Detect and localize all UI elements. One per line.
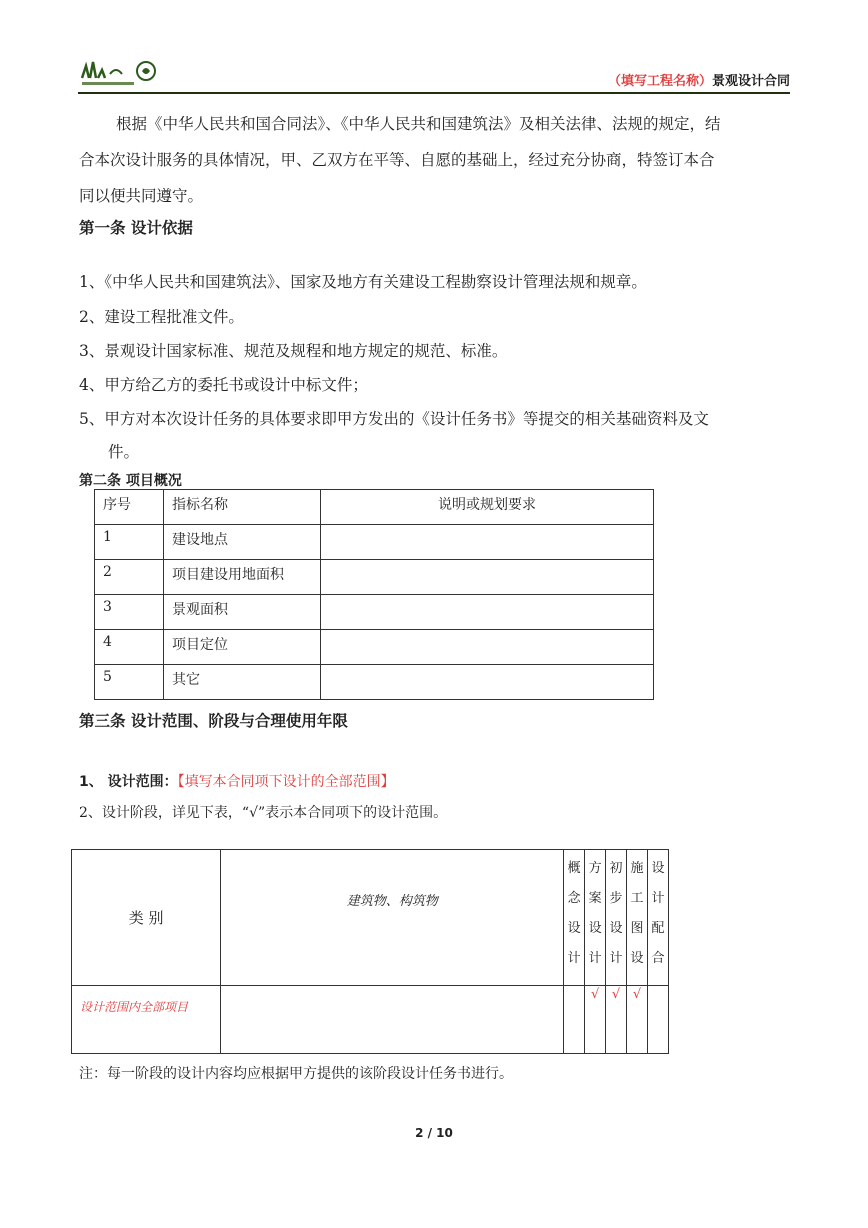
header-contract-name: 景观设计合同	[711, 74, 790, 89]
article1-item-1: 1、《中华人民共和国建筑法》、国家及地方有关建设工程勘察设计管理法规和规章。	[79, 273, 647, 291]
cell-index: 2	[95, 560, 164, 595]
stage-note: 注：每一阶段的设计内容均应根据甲方提供的该阶段设计任务书进行。	[79, 1066, 513, 1082]
header-cell-indicator: 指标名称	[164, 490, 321, 525]
stage-preliminary: 初 步 设 计	[606, 850, 627, 986]
article1-item-2: 2、建设工程批准文件。	[79, 308, 244, 326]
page-number: 2 / 10	[415, 1126, 453, 1140]
cell-requirement[interactable]	[321, 560, 654, 595]
stage-cooperation: 设 计 配 合	[648, 850, 669, 986]
check-construction[interactable]: √	[627, 986, 648, 1054]
check-concept[interactable]	[564, 986, 585, 1054]
check-preliminary[interactable]: √	[606, 986, 627, 1054]
design-stage-text: 2、设计阶段，详见下表，“√”表示本合同项下的设计范围。	[79, 805, 448, 821]
stage-row	[72, 986, 669, 1054]
cell-index: 4	[95, 630, 164, 665]
table-row	[95, 665, 654, 700]
design-scope-line	[79, 771, 395, 791]
check-cooperation[interactable]	[648, 986, 669, 1054]
cell-requirement[interactable]	[321, 595, 654, 630]
stage-row-building[interactable]	[221, 986, 564, 1054]
design-stage-table	[71, 849, 669, 1054]
header-title	[608, 70, 790, 89]
table-row	[95, 525, 654, 560]
header-project-name: （填写工程名称）	[607, 74, 712, 89]
article1-item-5: 5、甲方对本次设计任务的具体要求即甲方发出的《设计任务书》等提交的相关基础资料及文	[79, 410, 709, 428]
stage-scheme: 方 案 设 计	[585, 850, 606, 986]
company-logo	[80, 58, 160, 88]
table-row	[95, 560, 654, 595]
header-cell-requirement: 说明或规划要求	[321, 490, 654, 525]
intro-line-1: 根据《中华人民共和国合同法》、《中华人民共和国建筑法》及相关法律、法规的规定，结	[116, 115, 721, 133]
article1-title: 第一条 设计依据	[79, 219, 193, 237]
table-header-row	[95, 490, 654, 525]
article2-title: 第二条 项目概况	[79, 473, 182, 489]
cell-indicator: 建设地点	[164, 525, 321, 560]
cell-index: 3	[95, 595, 164, 630]
cell-index: 5	[95, 665, 164, 700]
check-scheme[interactable]: √	[585, 986, 606, 1054]
header-divider	[78, 92, 790, 94]
article1-item-4: 4、甲方给乙方的委托书或设计中标文件；	[79, 376, 368, 394]
stage-concept: 概 念 设 计	[564, 850, 585, 986]
stage-row-label: 设计范围内全部项目	[72, 986, 221, 1054]
intro-line-3: 同以便共同遵守。	[79, 187, 204, 205]
article1-item-3: 3、景观设计国家标准、规范及规程和地方规定的规范、标准。	[79, 342, 508, 360]
cell-indicator: 项目定位	[164, 630, 321, 665]
cell-indicator: 项目建设用地面积	[164, 560, 321, 595]
cell-requirement[interactable]	[321, 630, 654, 665]
cell-indicator: 其它	[164, 665, 321, 700]
table-row	[95, 595, 654, 630]
project-overview-table	[94, 489, 654, 700]
design-scope-label: 1、 设计范围：	[79, 774, 178, 790]
cell-requirement[interactable]	[321, 665, 654, 700]
article1-item-5-cont: 件。	[108, 443, 140, 461]
header-building: 建筑物、构筑物	[221, 850, 564, 986]
table-row	[95, 630, 654, 665]
design-scope-value[interactable]: 【填写本合同项下设计的全部范围】	[177, 774, 395, 790]
stage-construction: 施 工 图 设	[627, 850, 648, 986]
stage-header-row	[72, 850, 669, 986]
cell-indicator: 景观面积	[164, 595, 321, 630]
cell-index: 1	[95, 525, 164, 560]
intro-line-2: 合本次设计服务的具体情况，甲、乙双方在平等、自愿的基础上，经过充分协商，特签订本合	[79, 151, 715, 169]
article3-title: 第三条 设计范围、阶段与合理使用年限	[79, 712, 348, 730]
header-cell-index: 序号	[95, 490, 164, 525]
cell-requirement[interactable]	[321, 525, 654, 560]
header-category: 类 别	[72, 850, 221, 986]
